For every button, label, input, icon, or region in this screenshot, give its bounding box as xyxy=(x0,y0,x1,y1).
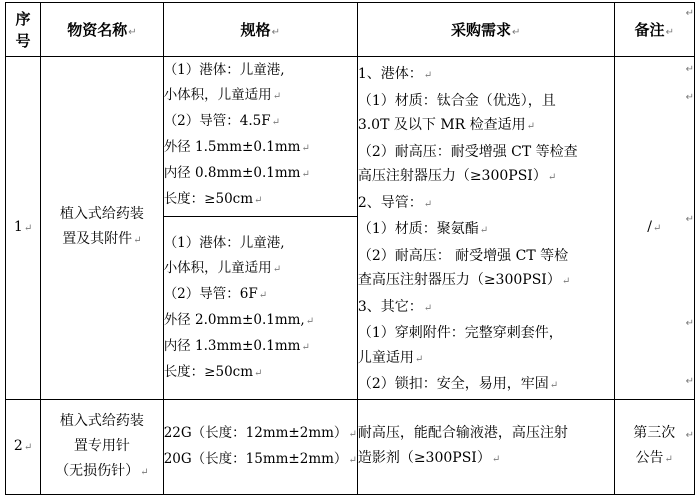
name-cell xyxy=(41,57,164,400)
paragraph-mark: ↵ xyxy=(271,117,281,128)
remark-line xyxy=(615,446,695,472)
paragraph-mark: ↵ xyxy=(348,454,357,466)
paragraph-mark: ↵ xyxy=(511,27,521,38)
spec-line-text: （2）导管：6F xyxy=(163,285,258,302)
req-line-text: （2）锁扣：安全，易用，牢固 xyxy=(357,376,549,392)
spec-line-text: 22G（长度：12mm±2mm） xyxy=(163,424,348,441)
paragraph-mark: ↵ xyxy=(414,353,424,365)
paragraph-mark: ↵ xyxy=(561,276,571,287)
header-spec xyxy=(163,3,357,57)
spec-line-text: 小体积，儿童适用 xyxy=(163,259,272,276)
procurement-table xyxy=(5,2,695,495)
row-end-mark: ↵ xyxy=(685,92,694,103)
spec-cell xyxy=(163,399,357,494)
spec-line xyxy=(164,308,357,334)
paragraph-mark: ↵ xyxy=(271,27,280,38)
req-line-text: 造影剂（≥300PSI） xyxy=(357,449,491,466)
req-line xyxy=(358,191,614,218)
req-line xyxy=(358,244,614,269)
paragraph-mark: ↵ xyxy=(664,454,673,465)
paragraph-mark: ↵ xyxy=(547,172,557,183)
paragraph-mark: ↵ xyxy=(549,380,559,391)
spec-line-text: （2）导管：4.5F xyxy=(163,113,271,129)
row-end-mark: ↵ xyxy=(685,376,694,387)
req-line xyxy=(358,421,614,446)
req-line xyxy=(358,372,614,399)
spec-line xyxy=(164,421,357,447)
paragraph-mark: ↵ xyxy=(254,367,263,379)
name-line xyxy=(41,227,163,253)
spec-line xyxy=(164,58,357,83)
spec-line-text: 外径 1.5mm±0.1mm xyxy=(163,139,301,155)
remark-cell xyxy=(614,399,695,494)
spec-line-text: （1）港体：儿童港, xyxy=(163,234,285,251)
paragraph-mark: ↵ xyxy=(526,121,536,132)
spec-line xyxy=(164,282,357,308)
req-line-text: （1）材质：钛合金（优选），且 xyxy=(357,92,556,109)
req-line-text: 1、港体： xyxy=(357,66,423,82)
spec-line xyxy=(164,334,357,360)
req-line xyxy=(358,346,614,373)
spec-cell xyxy=(163,216,357,399)
remark-cell xyxy=(614,57,695,400)
seq-value: 2 xyxy=(13,437,23,454)
req-line-text: 儿童适用 xyxy=(357,349,414,366)
paragraph-mark: ↵ xyxy=(272,263,282,275)
remark-line: 第三次 xyxy=(633,425,676,441)
header-requirement-text: 采购需求 xyxy=(450,21,511,39)
spec-line xyxy=(164,109,357,135)
paragraph-mark: ↵ xyxy=(23,441,33,453)
name-line xyxy=(41,459,163,485)
paragraph-mark: ↵ xyxy=(133,235,142,247)
paragraph-mark: ↵ xyxy=(258,289,268,301)
req-line-text: （1）材质：聚氨酯 xyxy=(357,221,479,237)
row-end-marks xyxy=(687,0,695,486)
row-end-mark: ↵ xyxy=(685,64,694,75)
name-line-text: （无损伤针） xyxy=(55,462,140,479)
paragraph-mark: ↵ xyxy=(348,428,357,440)
header-seq xyxy=(6,3,41,57)
remark-line-text: 公告 xyxy=(635,450,664,466)
spec-line xyxy=(164,447,357,473)
seq-cell xyxy=(6,399,41,494)
req-line xyxy=(358,268,614,295)
spec-line-text: 长度：≥50cm xyxy=(163,363,254,380)
spec-line xyxy=(164,231,357,256)
paragraph-mark: ↵ xyxy=(254,195,263,206)
row-end-mark: ↵ xyxy=(685,430,694,441)
name-line-text: 置及其附件 xyxy=(62,231,133,248)
req-line-text: 3、其它： xyxy=(357,298,423,315)
paragraph-mark: ↵ xyxy=(23,222,33,234)
spec-line xyxy=(164,161,357,187)
paragraph-mark: ↵ xyxy=(423,302,433,314)
spec-line xyxy=(164,360,357,386)
header-name-text: 物资名称 xyxy=(67,21,128,39)
paragraph-mark: ↵ xyxy=(491,453,501,465)
req-line-text: （1）穿刺附件：完整穿刺套件， xyxy=(357,325,563,341)
spec-line xyxy=(164,135,357,161)
spec-cell xyxy=(163,57,357,217)
paragraph-mark: ↵ xyxy=(301,143,310,154)
row-end-mark: ↵ xyxy=(685,318,694,329)
spec-line-text: 小体积，儿童适用 xyxy=(163,87,272,103)
spec-line xyxy=(164,187,357,213)
req-line xyxy=(358,140,614,165)
seq-cell xyxy=(6,57,41,400)
req-line-text: 耐高压，能配合输液港，高压注射 xyxy=(357,425,568,441)
req-line xyxy=(358,89,614,114)
header-seq-text: 序号 xyxy=(15,9,31,50)
remark-value: / xyxy=(647,218,652,235)
paragraph-mark: ↵ xyxy=(305,315,315,327)
req-line xyxy=(358,321,614,346)
paragraph-mark: ↵ xyxy=(140,466,149,478)
header-remark-text: 备注 xyxy=(634,21,665,39)
row-end-mark: ↵ xyxy=(685,214,694,225)
paragraph-mark: ↵ xyxy=(301,169,310,180)
paragraph-mark: ↵ xyxy=(128,27,137,38)
header-spec-text: 规格 xyxy=(240,21,271,39)
req-line-text: 查高压注射器压力（≥300PSI） xyxy=(357,272,561,288)
req-line xyxy=(358,62,614,89)
spec-line-text: 长度：≥50cm xyxy=(163,191,254,207)
paragraph-mark: ↵ xyxy=(423,70,433,81)
req-line xyxy=(358,164,614,191)
paragraph-mark: ↵ xyxy=(479,225,489,236)
name-cell xyxy=(41,399,164,494)
requirement-cell xyxy=(357,399,614,494)
spec-line-text: 内径 0.8mm±0.1mm xyxy=(163,165,301,181)
table-row xyxy=(6,57,695,217)
header-row xyxy=(6,3,695,57)
paragraph-mark: ↵ xyxy=(423,198,433,210)
req-line-text: 2、导管： xyxy=(357,194,423,211)
req-line xyxy=(358,113,614,140)
req-line xyxy=(358,446,614,473)
req-line xyxy=(358,217,614,244)
name-line: 植入式给药装 xyxy=(59,412,144,429)
header-name xyxy=(41,3,164,57)
table-row xyxy=(6,399,695,494)
spec-line-text: （1）港体：儿童港, xyxy=(163,62,285,78)
header-remark xyxy=(614,3,695,57)
req-line xyxy=(358,295,614,322)
paragraph-mark: ↵ xyxy=(301,341,310,353)
paragraph-mark: ↵ xyxy=(272,91,282,102)
spec-line xyxy=(164,256,357,282)
req-line-text: 3.0T 及以下 MR 检查适用 xyxy=(357,117,526,133)
spec-line-text: 20G（长度：15mm±2mm） xyxy=(163,450,348,467)
paragraph-mark: ↵ xyxy=(665,27,674,38)
req-line-text: 高压注射器压力（≥300PSI） xyxy=(357,168,547,184)
spec-line-text: 外径 2.0mm±0.1mm, xyxy=(163,311,305,328)
req-line-text: （2）耐高压：耐受增强 CT 等检查 xyxy=(357,143,578,160)
spec-line xyxy=(164,83,357,109)
seq-value: 1 xyxy=(13,218,23,235)
name-line: 植入式给药装 xyxy=(59,206,144,223)
paragraph-mark: ↵ xyxy=(652,222,662,234)
row-end-mark: ↵ xyxy=(685,8,694,19)
name-line: 置专用针 xyxy=(73,437,130,454)
req-line-text: （2）耐高压： 耐受增强 CT 等检 xyxy=(357,247,569,264)
header-requirement xyxy=(357,3,614,57)
requirement-cell xyxy=(357,57,614,400)
spec-line-text: 内径 1.3mm±0.1mm xyxy=(163,337,301,354)
